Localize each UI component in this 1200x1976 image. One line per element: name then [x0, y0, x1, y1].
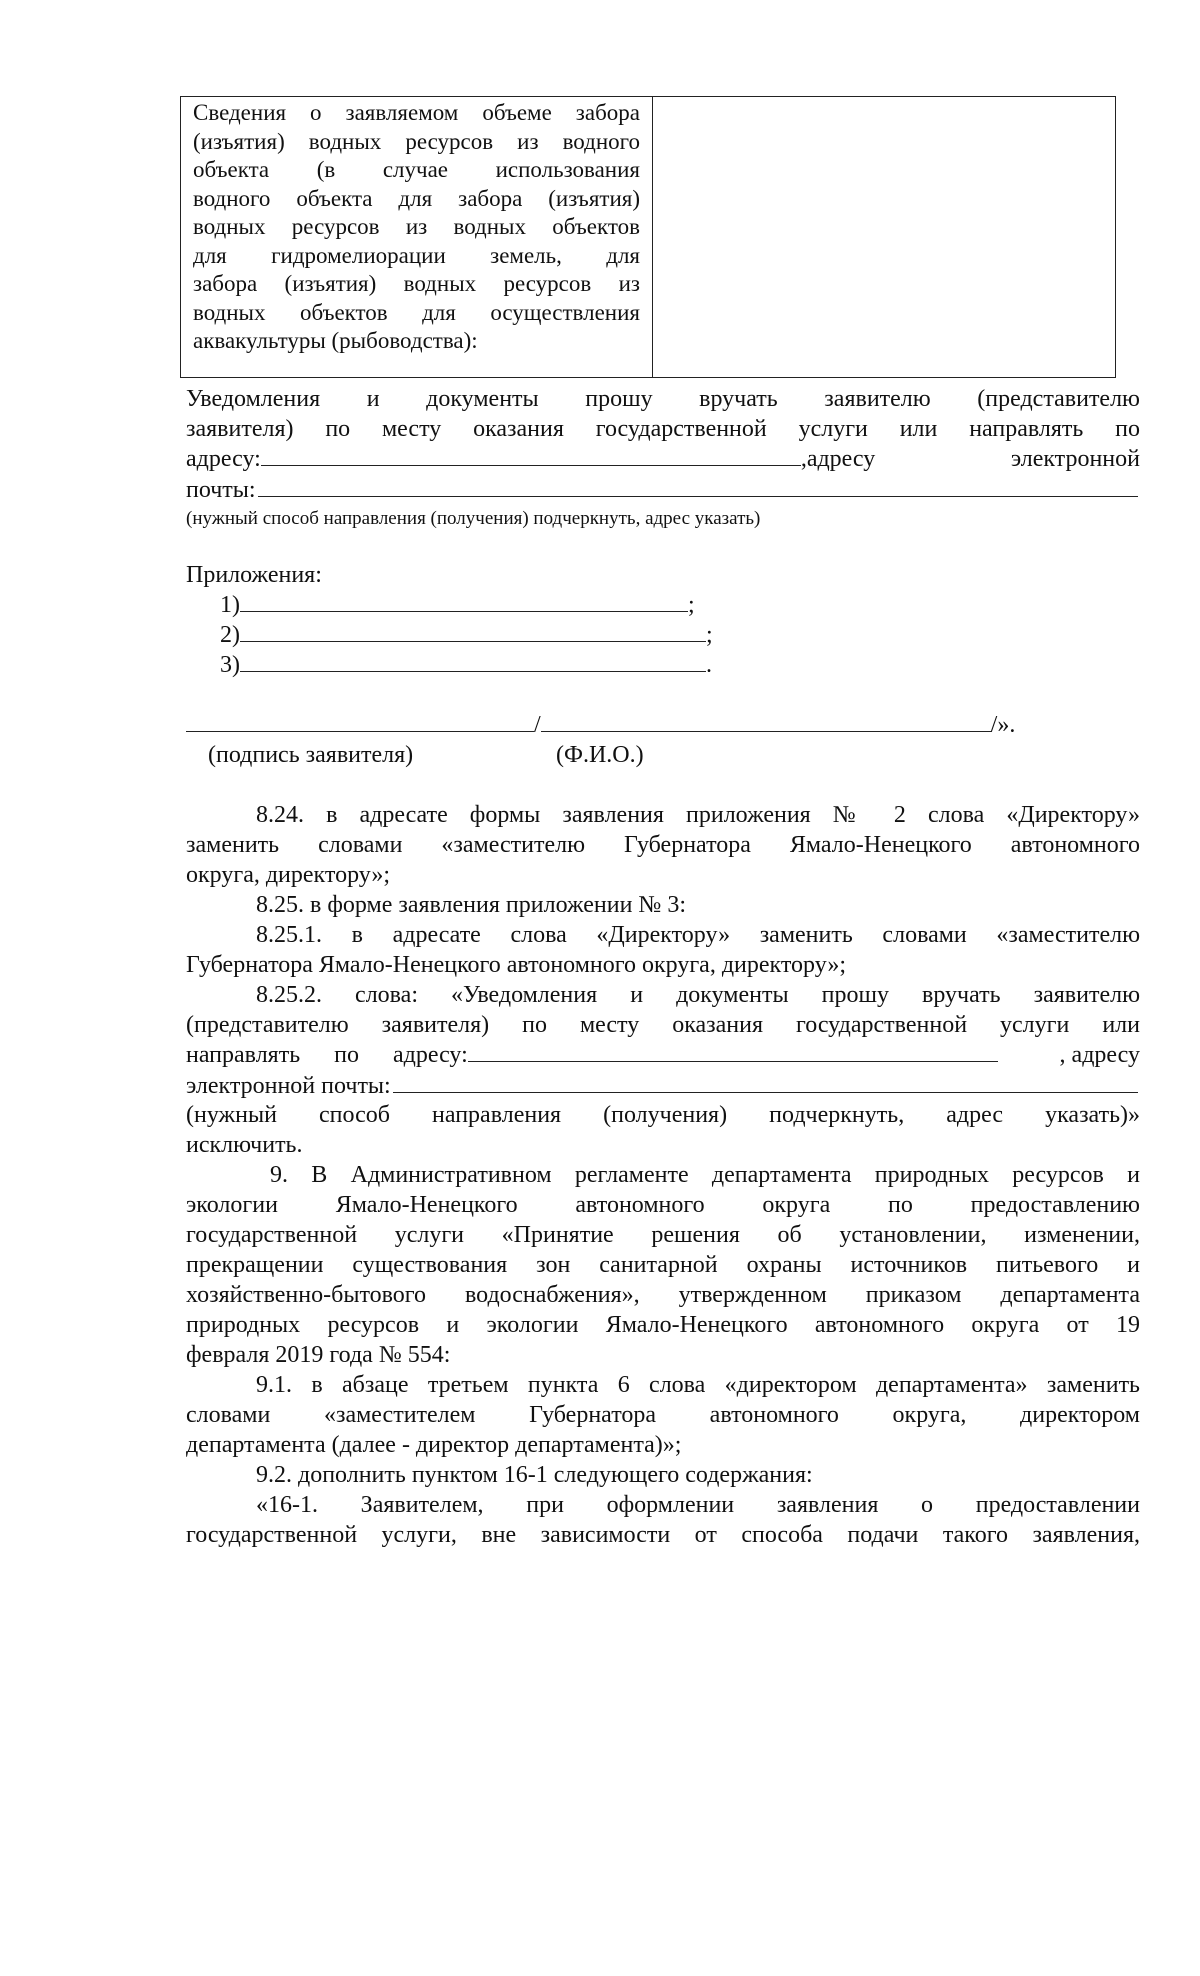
attachment-field[interactable] [240, 651, 706, 672]
paragraph-line: Губернатора Ямало-Ненецкого автономного округа, директору»; [186, 952, 846, 978]
email-line [186, 474, 1140, 504]
signature-label: (подпись заявителя) [208, 742, 414, 768]
water-volume-table [180, 96, 1116, 378]
attachment-item [220, 590, 920, 620]
table-label-line: водных объектов для осуществления [193, 299, 640, 325]
paragraph-line: департамента (далее - директор департамента)»; [186, 1432, 682, 1458]
attachment-number: 3) [220, 652, 240, 678]
attachment-end: ; [706, 622, 713, 648]
email-field[interactable] [258, 474, 1138, 497]
paragraph-line: 8.25. в форме заявления приложении № 3: [256, 892, 686, 918]
paragraph-line: прекращении существования зон санитарной охраны источников питьевого и [186, 1252, 1140, 1278]
paragraph-line: февраля 2019 года № 554: [186, 1342, 451, 1368]
attachments-title: Приложения: [186, 562, 322, 588]
notice-line: заявителя) по месту оказания государственной услуги или направлять по [186, 416, 1140, 442]
table-label-line: водного объекта для забора (изъятия) [193, 185, 640, 211]
notice-line: Уведомления и документы прошу вручать заявителю (представителю [186, 386, 1140, 412]
paragraph-line: хозяйственно-бытового водоснабжения», утвержденном приказом департамента [186, 1282, 1140, 1308]
paragraph-line: «16-1. Заявителем, при оформлении заявления о предоставлении [256, 1492, 1140, 1518]
paragraph-line: 9.2. дополнить пунктом 16-1 следующего содержания: [256, 1462, 813, 1488]
attachment-item [220, 620, 920, 650]
paragraph-line: природных ресурсов и экологии Ямало-Ненецкого автономного округа от 19 [186, 1312, 1140, 1338]
fio-field[interactable] [541, 711, 991, 732]
table-label-line: забора (изъятия) водных ресурсов из [193, 271, 640, 296]
paragraph-email-line [186, 1070, 1140, 1100]
signature-field[interactable] [186, 711, 534, 732]
table-label-line: для гидромелиорации земель, для [193, 242, 640, 268]
address-label: адресу: [186, 446, 261, 472]
table-label-line: аквакультуры (рыбоводства): [193, 328, 478, 353]
attachment-number: 1) [220, 592, 240, 618]
notice-hint: (нужный способ направления (получения) подчеркнуть, адрес указать) [186, 508, 761, 529]
paragraph-address-field [468, 1041, 998, 1062]
paragraph-line: исключить. [186, 1132, 303, 1158]
table-label-line: водных ресурсов из водных объектов [193, 214, 640, 239]
table-label-line: Сведения о заявляемом объеме забора [193, 100, 640, 125]
attachment-end: . [706, 652, 712, 678]
paragraph-email-label: электронной почты: [186, 1073, 391, 1099]
signature-end: /». [990, 712, 1016, 738]
attachment-end: ; [688, 592, 695, 618]
paragraph-line: государственной услуги, вне зависимости от способа подачи такого заявления, [186, 1522, 1140, 1548]
address-line [186, 444, 1140, 474]
table-label-cell [181, 97, 653, 377]
paragraph-line: 9. В Административном регламенте департамента природных ресурсов и [270, 1162, 1140, 1188]
table-label-line: (изъятия) водных ресурсов из водного [193, 128, 640, 154]
attachment-number: 2) [220, 622, 240, 648]
paragraph-line: государственной услуги «Принятие решения об установлении, изменении, [186, 1222, 1140, 1248]
table-value-cell[interactable] [653, 97, 1115, 377]
attachment-item [220, 650, 920, 680]
paragraph-line: (нужный способ направления (получения) подчеркнуть, адрес указать)» [186, 1102, 1140, 1128]
paragraph-line: (представителю заявителя) по месту оказания государственной услуги или [186, 1012, 1140, 1038]
paragraph-line: округа, директору»; [186, 862, 391, 888]
signature-line [186, 710, 1140, 740]
paragraph-line: экологии Ямало-Ненецкого автономного округа по предоставлению [186, 1192, 1140, 1218]
paragraph-email-field [393, 1070, 1138, 1093]
paragraph-address-label: направлять по адресу: [186, 1042, 468, 1068]
signature-slash: / [534, 712, 541, 738]
paragraph-line: заменить словами «заместителю Губернатора Ямало-Ненецкого автономного [186, 832, 1140, 858]
email-label-part: электронной [1010, 446, 1140, 472]
paragraph-address-end: , адресу [1059, 1042, 1140, 1068]
paragraph-line: 9.1. в абзаце третьем пункта 6 слова «директором департамента» заменить [256, 1372, 1140, 1398]
paragraph-address-line [186, 1040, 1140, 1070]
table-label-line: объекта (в случае использования [193, 157, 640, 182]
email-label: почты: [186, 477, 256, 503]
email-address-label: ,адресу [800, 446, 876, 472]
address-field[interactable] [261, 445, 801, 466]
paragraph-line: словами «заместителем Губернатора автономного округа, директором [186, 1402, 1140, 1428]
paragraph-line: 8.25.2. слова: «Уведомления и документы прошу вручать заявителю [256, 982, 1140, 1008]
paragraph-line: 8.24. в адресате формы заявления приложения № 2 слова «Директору» [256, 802, 1140, 828]
attachment-field[interactable] [240, 621, 706, 642]
paragraph-line: 8.25.1. в адресате слова «Директору» заменить словами «заместителю [256, 922, 1140, 948]
fio-label: (Ф.И.О.) [556, 742, 644, 768]
attachment-field[interactable] [240, 591, 688, 612]
